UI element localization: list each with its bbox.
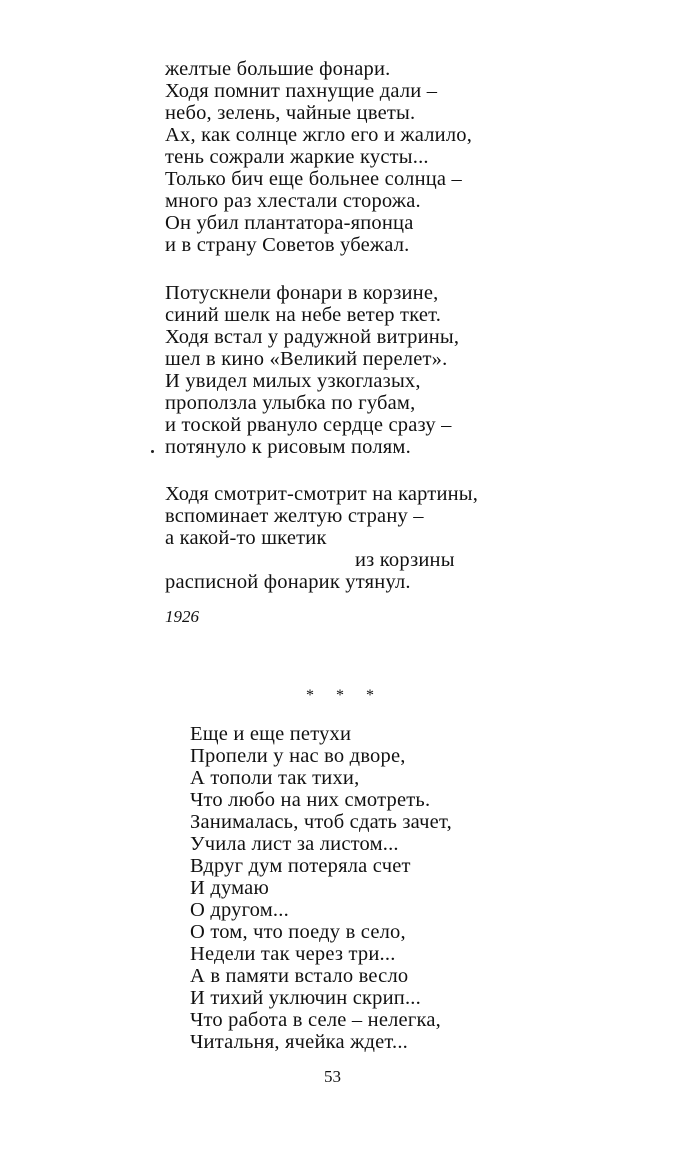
verse-line: Ах, как солнце жгло его и жалило, <box>165 124 473 146</box>
verse-line: О том, что поеду в село, <box>190 921 406 943</box>
verse-line: шел в кино «Великий перелет». <box>165 348 448 370</box>
verse-line: Пропели у нас во дворе, <box>190 745 406 767</box>
verse-line: вспоминает желтую страну – <box>165 505 424 527</box>
verse-line: Ходя помнит пахнущие дали – <box>165 80 438 102</box>
verse-line: небо, зелень, чайные цветы. <box>165 102 416 124</box>
verse-line: тень сожрали жаркие кусты... <box>165 146 429 168</box>
verse-line: А в памяти встало весло <box>190 965 409 987</box>
verse-line: Еще и еще петухи <box>190 723 352 745</box>
verse-line: проползла улыбка по губам, <box>165 392 416 414</box>
page-number: 53 <box>324 1067 341 1086</box>
verse-line: И увидел милых узкоглазых, <box>165 370 421 392</box>
verse-line: Недели так через три... <box>190 943 396 965</box>
verse-line: желтые большие фонари. <box>165 58 391 80</box>
verse-line: а какой-то шкетик <box>165 527 327 549</box>
verse-line: Что любо на них смотреть. <box>190 789 431 811</box>
print-speck <box>151 450 154 453</box>
poem-date: 1926 <box>165 607 199 626</box>
verse-line: и тоской рвануло сердце сразу – <box>165 414 452 436</box>
verse-line: много раз хлестали сторожа. <box>165 190 421 212</box>
verse-line: Вдруг дум потеряла счет <box>190 855 411 877</box>
verse-line: Что работа в селе – нелегка, <box>190 1009 441 1031</box>
verse-line: И тихий уключин скрип... <box>190 987 421 1009</box>
verse-line: Учила лист за листом... <box>190 833 399 855</box>
verse-line: расписной фонарик утянул. <box>165 571 411 593</box>
verse-line: и в страну Советов убежал. <box>165 234 410 256</box>
verse-line: И думаю <box>190 877 269 899</box>
verse-line: Только бич еще больнее солнца – <box>165 168 462 190</box>
verse-line: А тополи так тихи, <box>190 767 360 789</box>
verse-line: Он убил плантатора-японца <box>165 212 414 234</box>
section-separator: * * * <box>306 687 383 704</box>
verse-line: Занималась, чтоб сдать зачет, <box>190 811 452 833</box>
verse-line: Потускнели фонари в корзине, <box>165 282 439 304</box>
verse-line: Ходя встал у радужной витрины, <box>165 326 460 348</box>
verse-line: О другом... <box>190 899 289 921</box>
verse-line: Ходя смотрит-смотрит на картины, <box>165 483 479 505</box>
verse-line: потянуло к рисовым полям. <box>165 436 411 458</box>
verse-line: Читальня, ячейка ждет... <box>190 1031 408 1053</box>
verse-line: из корзины <box>355 549 455 571</box>
verse-line: синий шелк на небе ветер ткет. <box>165 304 442 326</box>
